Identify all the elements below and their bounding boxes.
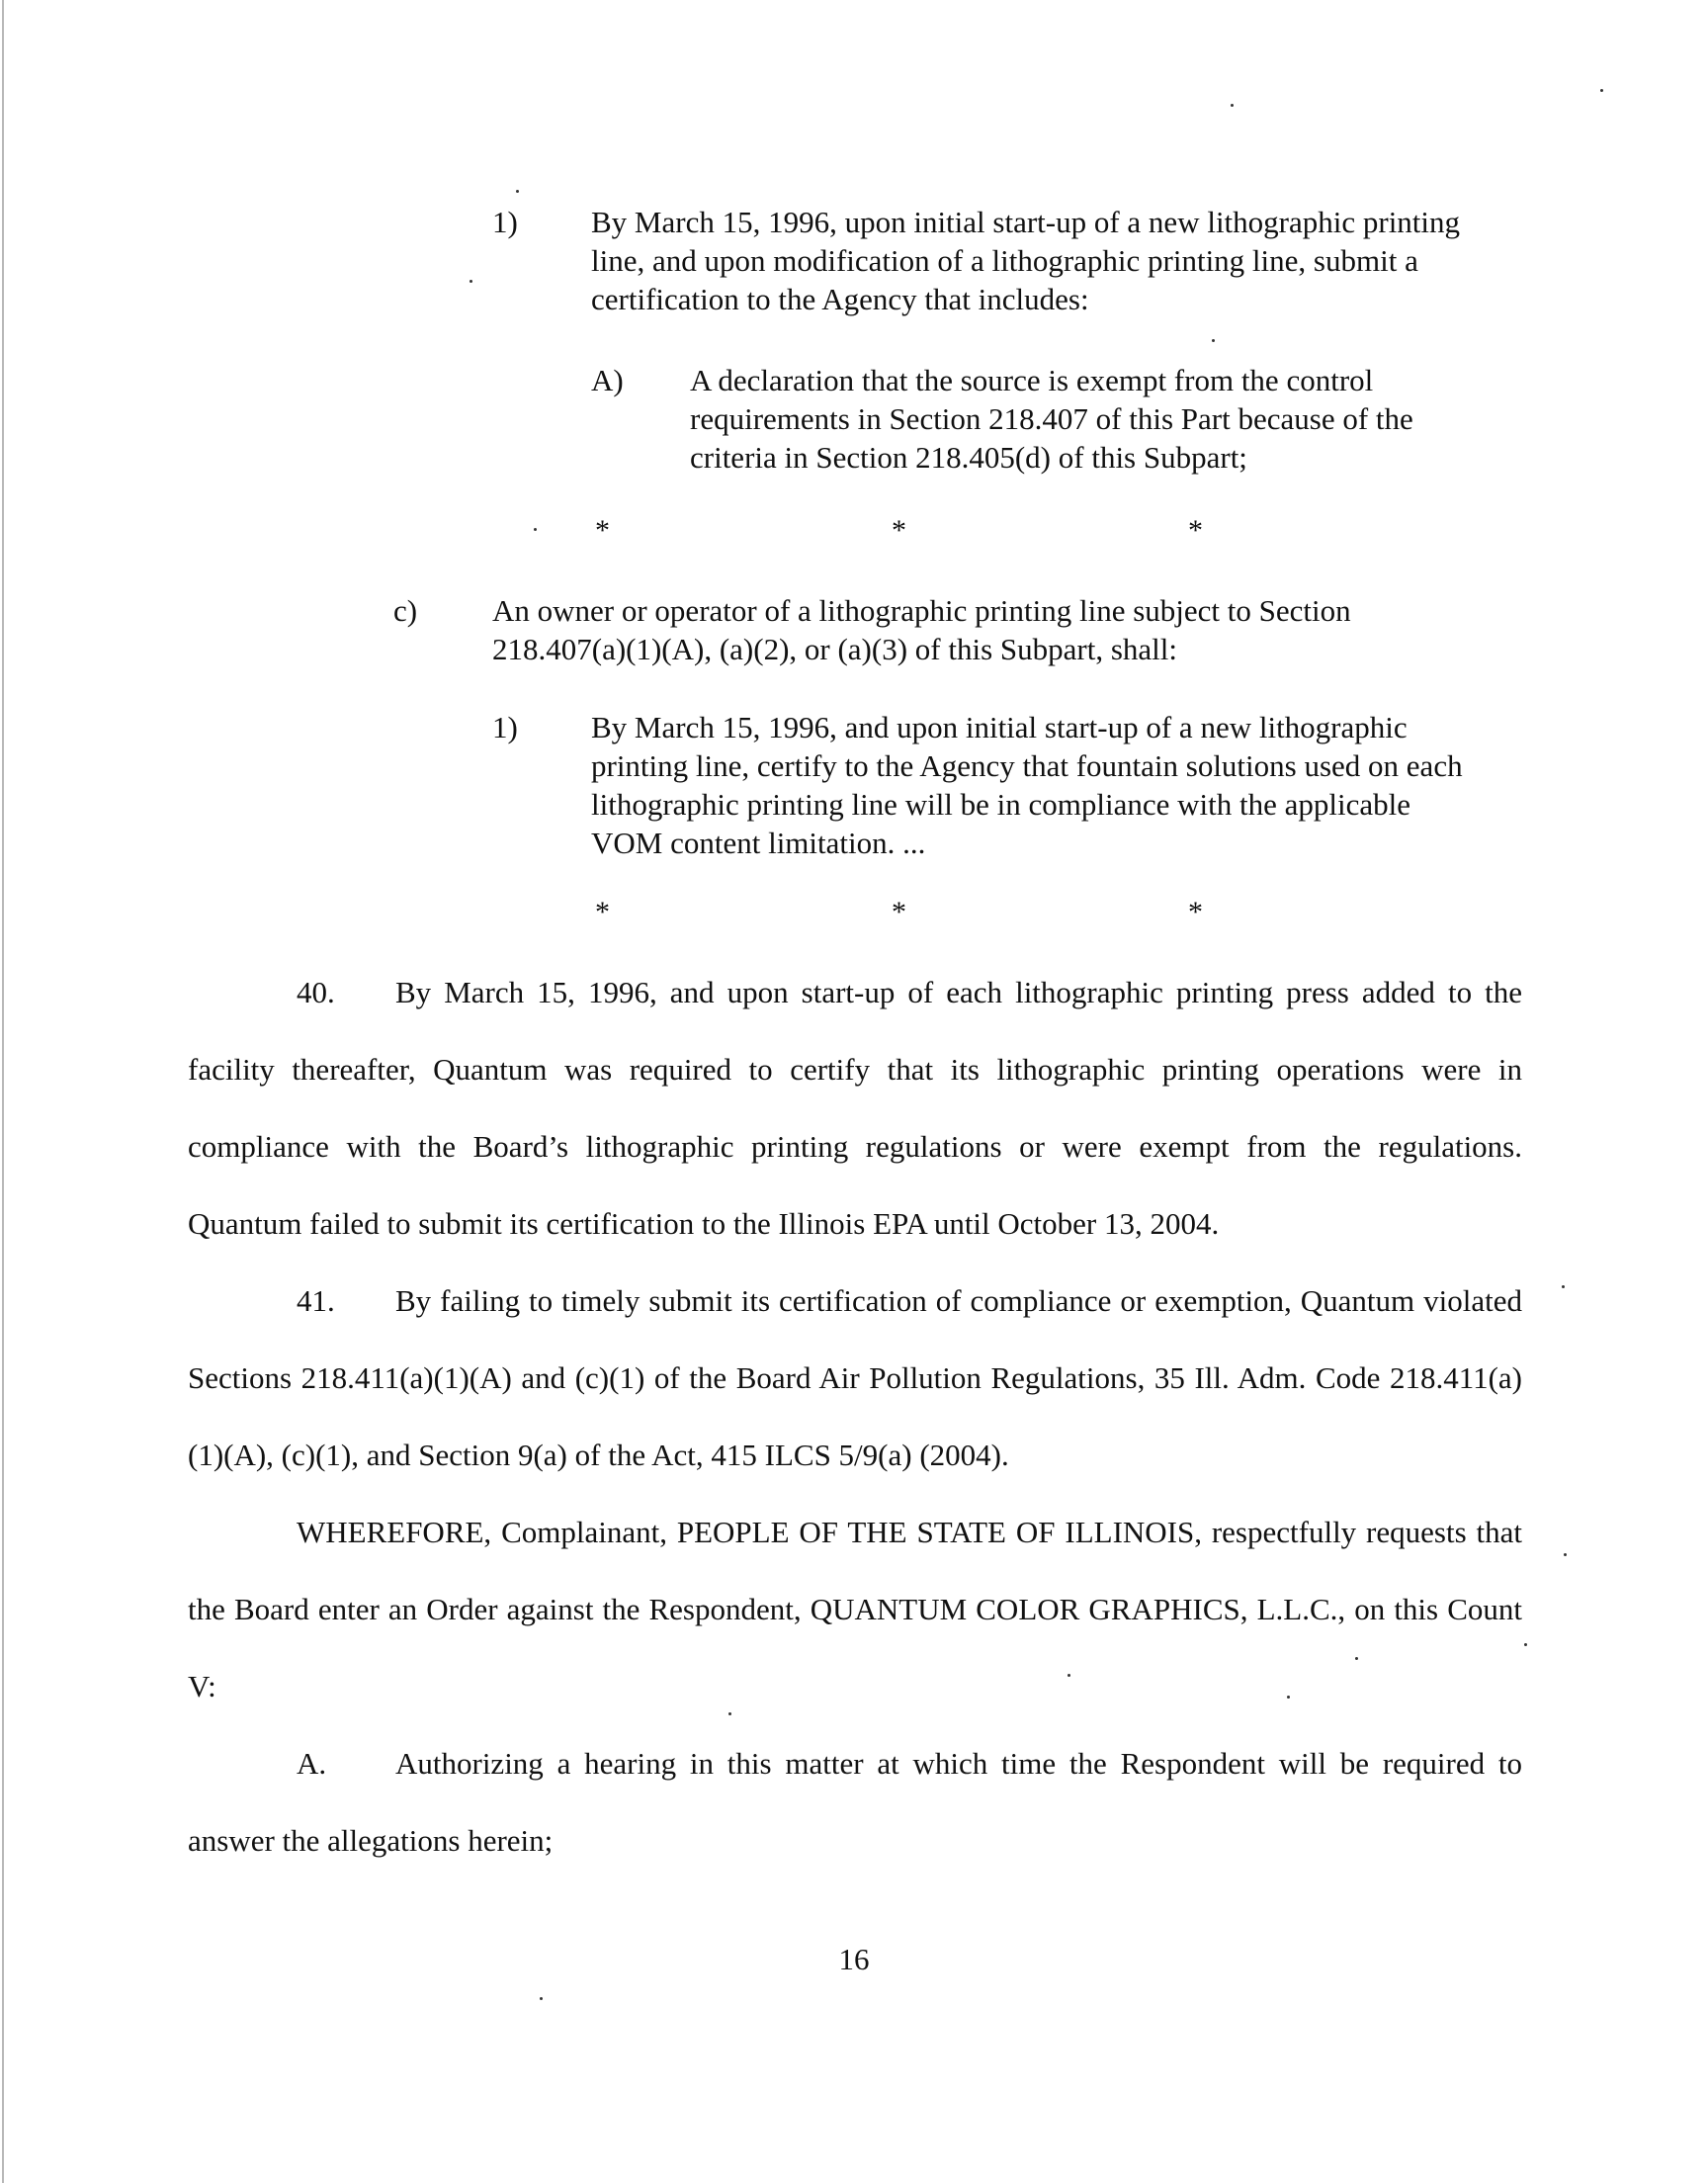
scan-speck (1355, 1657, 1358, 1660)
regulation-item-c-label: c) (393, 593, 418, 628)
scan-speck (1562, 1285, 1565, 1288)
regulation-item-1-label: 1) (492, 205, 518, 239)
star-mark: * (892, 896, 906, 928)
regulation-item-c1-text: By March 15, 1996, and upon initial start-up of a new lithographic printing line, certify to the Agency that fountain solutions used on each lithographic printing line will be in compliance with the applicable VOM content limitation. ... (591, 710, 1463, 860)
regulation-item-c-text: An owner or operator of a lithographic printing line subject to Section 218.407(a)(1)(A), (a)(2), or (a)(3) of this Subpart, shall: (492, 593, 1351, 666)
star-mark: * (892, 514, 906, 547)
relief-item-A-label: A. (297, 1746, 327, 1781)
scan-speck (1068, 1674, 1070, 1677)
scan-speck (516, 190, 519, 193)
scan-edge-line (2, 0, 4, 2183)
scan-speck (728, 1712, 731, 1715)
scan-speck (1564, 1553, 1567, 1556)
scan-speck (1212, 339, 1215, 342)
regulation-item-A-label: A) (591, 363, 624, 397)
star-mark: * (1188, 896, 1203, 928)
relief-item-A-text: Authorizing a hearing in this matter at which time the Respondent will be required to answer the allegations herein; (188, 1746, 1522, 1858)
star-mark: * (595, 514, 610, 547)
regulation-item-A-text: A declaration that the source is exempt from the control requirements in Section 218.407 of this Part because of the criteria in Section 218.405(d) of this Subpart; (690, 363, 1413, 475)
scan-speck (1600, 89, 1603, 92)
omission-stars-1 (0, 511, 1216, 551)
paragraph-41-number: 41. (297, 1283, 335, 1318)
regulation-item-c1-label: 1) (492, 710, 518, 744)
relief-item-A (188, 1725, 1522, 1879)
wherefore-paragraph: WHEREFORE, Complainant, PEOPLE OF THE STATE OF ILLINOIS, respectfully requests that the Board enter an Order against the Respondent, QUANTUM COLOR GRAPHICS, L.L.C., on this Count V: (188, 1515, 1522, 1703)
scan-speck (1287, 1696, 1290, 1699)
paragraph-41 (188, 1263, 1522, 1494)
omission-stars-2 (0, 893, 1216, 932)
scan-speck (1231, 104, 1234, 107)
star-mark: * (1188, 514, 1203, 547)
paragraph-41-text: By failing to timely submit its certification of compliance or exemption, Quantum violated Sections 218.411(a)(1)(A) and (c)(1) of the Board Air Pollution Regulations, 35 Ill. Adm. Code 218.411(a)(1)(A), (c)(1), and Section 9(a) of the Act, 415 ILCS 5/9(a) (2004). (188, 1283, 1522, 1472)
paragraph-40-text: By March 15, 1996, and upon start-up of each lithographic printing press added to the facility thereafter, Quantum was required to certify that its lithographic printing operations were in compliance with the Board’s lithographic printing regulations or were exempt from the regulations. Quantum failed to submit its certification to the Illinois EPA until October 13, 2004. (188, 975, 1522, 1241)
regulation-item-1-text: By March 15, 1996, upon initial start-up of a new lithographic printing line, and upon modification of a lithographic printing line, submit a certification to the Agency that includes: (591, 205, 1461, 316)
scan-speck (534, 528, 537, 531)
scan-speck (540, 1997, 543, 2000)
star-mark: * (595, 896, 610, 928)
scan-speck (470, 280, 472, 283)
paragraph-40-number: 40. (297, 975, 335, 1009)
paragraph-40 (188, 954, 1522, 1263)
scan-speck (1524, 1643, 1527, 1646)
page-number: 16 (838, 1942, 870, 1976)
